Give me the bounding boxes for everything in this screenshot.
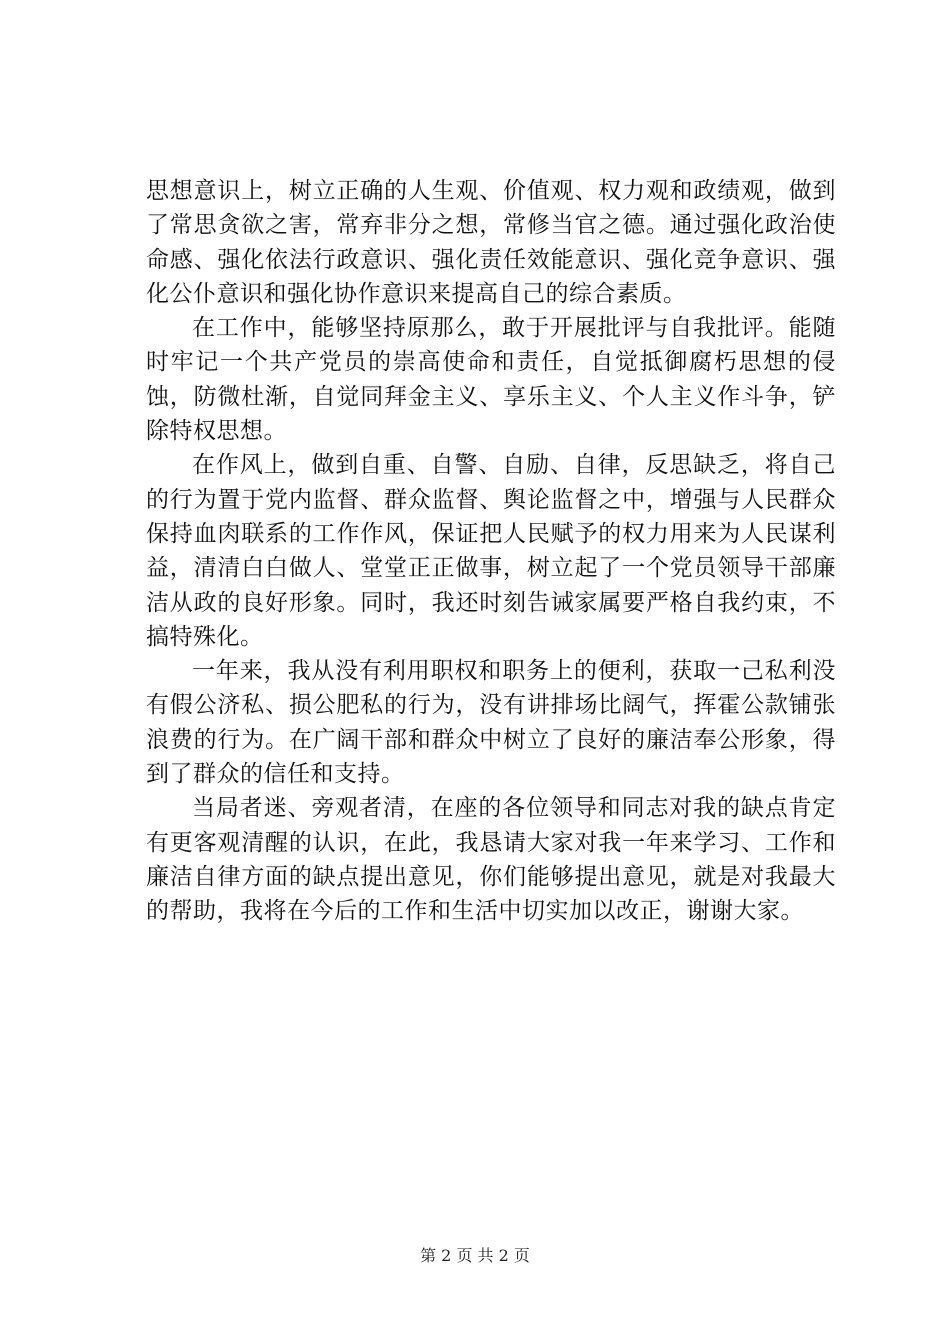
paragraph-2: 在工作中，能够坚持原那么，敢于开展批评与自我批评。能随时牢记一个共产党员的崇高使命和责任，自觉抵御腐朽思想的侵蚀，防微杜渐，自觉同拜金主义、享乐主义、个人主义作斗争，铲除特权思想。 — [146, 315, 836, 445]
page-footer: 第 2 页 共 2 页 — [420, 1246, 530, 1265]
paragraph-3: 在作风上，做到自重、自警、自励、自律，反思缺乏，将自己的行为置于党内监督、群众监督、舆论监督之中，增强与人民群众保持血肉联系的工作作风，保证把人民赋予的权力用来为人民谋利益，清清白白做人、堂堂正正做事，树立起了一个党员领导干部廉洁从政的良好形象。同时，我还时刻告诫家属要严格自我约束，不搞特殊化。 — [146, 452, 836, 650]
paragraph-4: 一年来，我从没有利用职权和职务上的便利，获取一己私利没有假公济私、损公肥私的行为，没有讲排场比阔气，挥霍公款铺张浪费的行为。在广阔干部和群众中树立了良好的廉洁奉公形象，得到了群众的信任和支持。 — [146, 658, 836, 788]
paragraph-1: 思想意识上，树立正确的人生观、价值观、权力观和政绩观，做到了常思贪欲之害，常弃非分之想，常修当官之德。通过强化政治使命感、强化依法行政意识、强化责任效能意识、强化竞争意识、强化公仆意识和强化协作意识来提高自己的综合素质。 — [146, 178, 836, 307]
paragraph-5: 当局者迷、旁观者清，在座的各位领导和同志对我的缺点肯定有更客观清醒的认识，在此，我恳请大家对我一年来学习、工作和廉洁自律方面的缺点提出意见，你们能够提出意见，就是对我最大的帮助，我将在今后的工作和生活中切实加以改正，谢谢大家。 — [146, 795, 836, 925]
document-body — [146, 174, 836, 929]
